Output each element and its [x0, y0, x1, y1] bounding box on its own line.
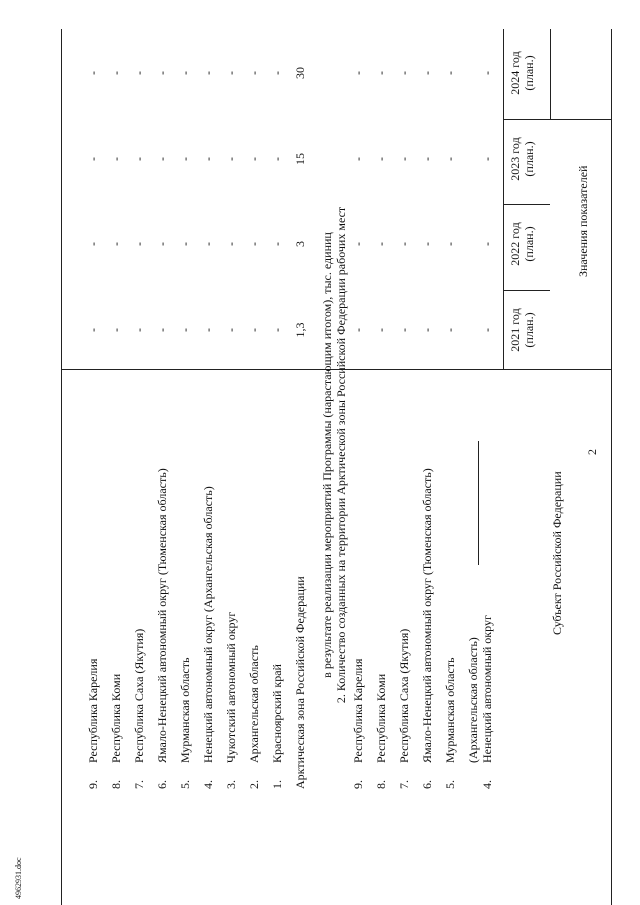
header-bottom-rule	[503, 29, 504, 370]
center-divider	[478, 441, 479, 565]
table-bottom-rule	[61, 29, 62, 905]
section-title-continued: в результате реализации мероприятий Программы (нарастающим итогом), тыс. единиц	[320, 232, 334, 678]
table-top-rule	[611, 29, 612, 905]
section-title: 2. Количество созданных на территории Арктической зоны Российской Федерации рабочих мест	[334, 206, 348, 704]
header-year-2021: 2021 год (план.)	[508, 308, 536, 352]
header-values-group: Значения показателей	[576, 165, 590, 277]
header-subject: Субъект Российской Федерации	[550, 471, 564, 635]
page-number: 2	[585, 449, 599, 455]
header-year-2022: 2022 год (план.)	[508, 222, 536, 266]
values-group-rule	[550, 29, 551, 120]
header-year-2023: 2023 год (план.)	[508, 137, 536, 181]
rotated-page: 2 4962931.doc Субъект Российской Федерации Значения показателей 2021 год (план.) 2022 год (план.) 2023 год (план.) 2024 год (план.) 4. Ненецкий автономный округ (Архангельская область) - - - - 5. Мурманская область - - - - 6. Ямало-Ненецкий автономный округ (Тюменская область) - - - - 7. Республика Саха (Якутия) - - - - 8. Республика Коми - - - - 9. Республика Карелия - - - - 2. Количество созданных на территории Арктической зоны Российской Федерации рабочих мест в результате реализации мероприятий Программы (нарастающим итогом), тыс. единиц Арктическая зона Российской Федерации 1,3 3 15 30 1. Красноярский край - - - - 2. Архангельская область - - - - 3. Чукотский автономный округ - - - - 4. Ненецкий автономный округ (Архангельская область) - - - - 5. Мурманская область - - - - 6. Ямало-Ненецкий автономный округ (Тюменская область) - - - - 7. Республика Саха (Якутия) - - - - 8. Республика Коми - - - - 9. Республика Карелия - - - -	[0, 0, 640, 905]
header-year-2024: 2024 год (план.)	[508, 51, 536, 95]
footer-file-code: 4962931.doc	[14, 857, 23, 899]
